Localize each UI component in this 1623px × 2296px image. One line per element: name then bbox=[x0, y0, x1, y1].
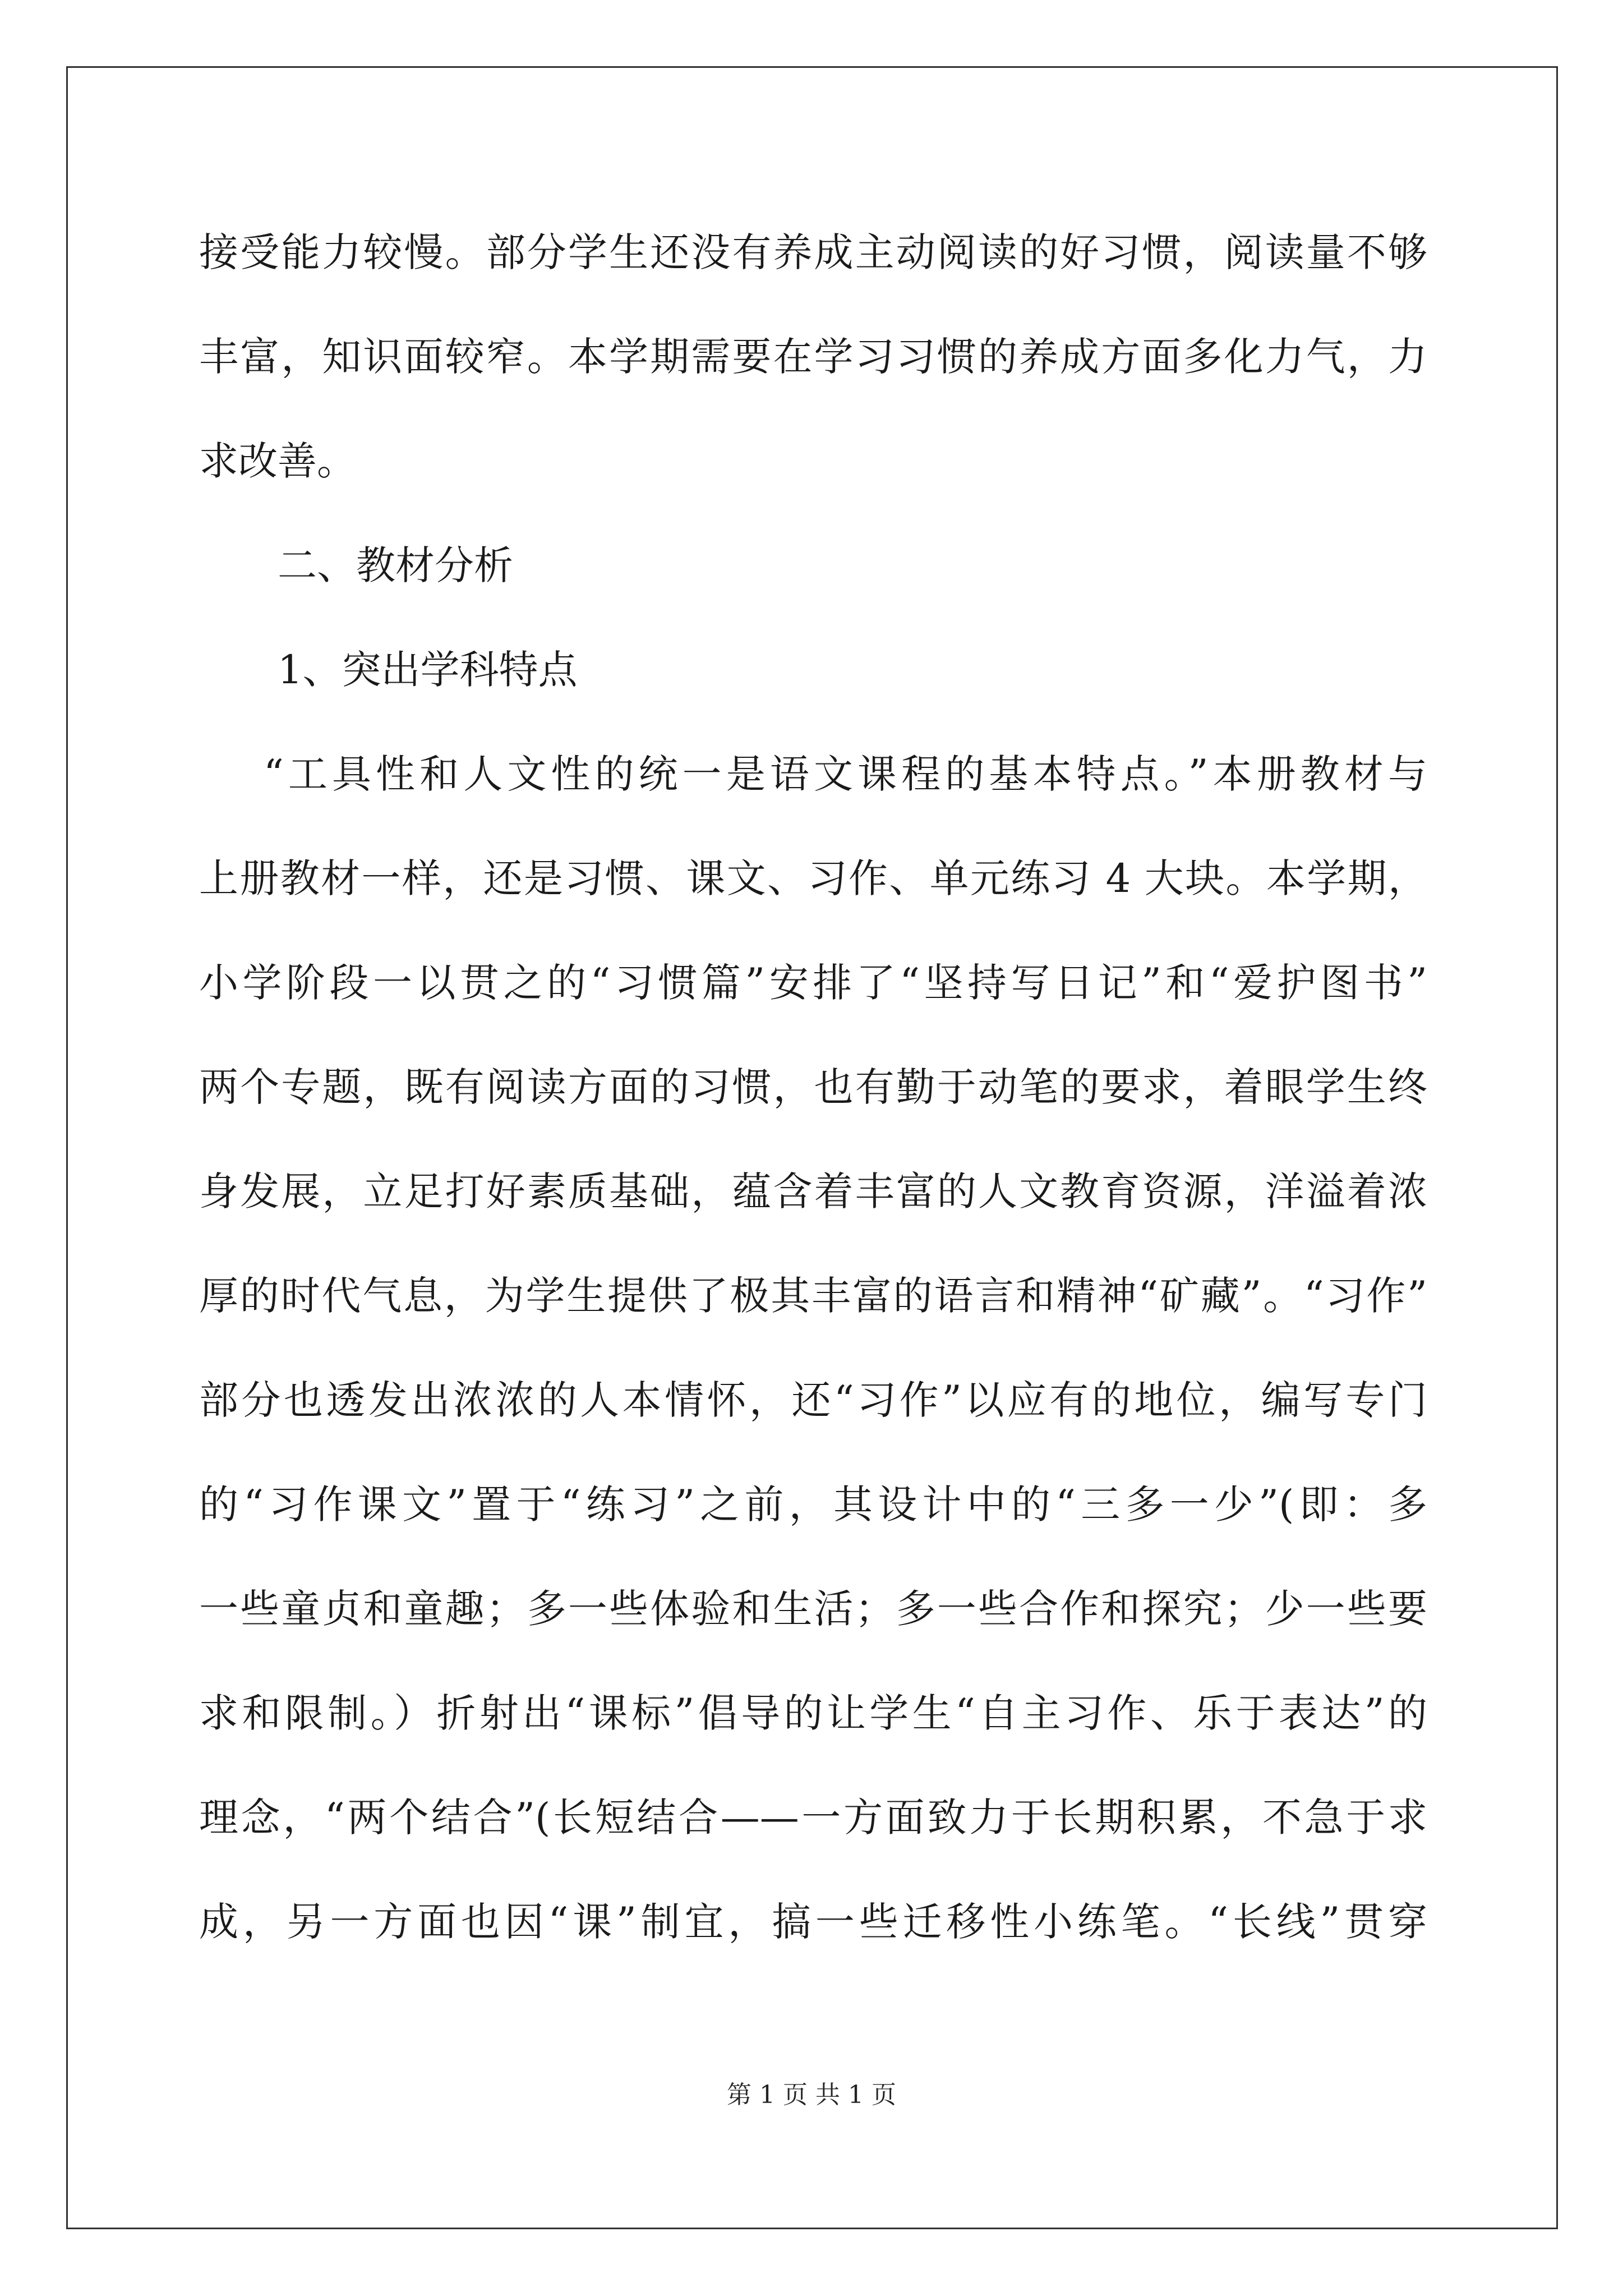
subsection-heading: 1、突出学科特点 bbox=[278, 647, 578, 693]
page-footer: 第 1 页 共 1 页 bbox=[727, 2081, 896, 2109]
paragraph-line: 的“习作课文”置于“练习”之前，其设计中的“三多一少”(即：多 bbox=[199, 1481, 1427, 1527]
paragraph-line: 上册教材一样，还是习惯、课文、习作、单元练习 4 大块。本学期， bbox=[199, 855, 1427, 901]
paragraph-line: 一些童贞和童趣；多一些体验和生活；多一些合作和探究；少一些要 bbox=[199, 1586, 1427, 1632]
paragraph-line: 求改善。 bbox=[199, 438, 356, 484]
paragraph-line: 丰富，知识面较窄。本学期需要在学习习惯的养成方面多化力气，力 bbox=[199, 334, 1427, 380]
paragraph-line: 两个专题，既有阅读方面的习惯，也有勤于动笔的要求，着眼学生终 bbox=[199, 1064, 1427, 1110]
paragraph-line: 小学阶段一以贯之的“习惯篇”安排了“坚持写日记”和“爱护图书” bbox=[199, 960, 1427, 1006]
paragraph-line: 身发展，立足打好素质基础，蕴含着丰富的人文教育资源，洋溢着浓 bbox=[199, 1168, 1427, 1214]
paragraph-line: 理念，“两个结合”(长短结合——一方面致力于长期积累，不急于求 bbox=[199, 1795, 1427, 1841]
paragraph-line: 厚的时代气息，为学生提供了极其丰富的语言和精神“矿藏”。“习作” bbox=[199, 1273, 1427, 1319]
paragraph-line: 求和限制。）折射出“课标”倡导的让学生“自主习作、乐于表达”的 bbox=[199, 1690, 1427, 1736]
section-heading: 二、教材分析 bbox=[278, 542, 513, 588]
paragraph-line: 部分也透发出浓浓的人本情怀，还“习作”以应有的地位，编写专门 bbox=[199, 1377, 1427, 1423]
paragraph-line: “工具性和人文性的统一是语文课程的基本特点。”本册教材与 bbox=[264, 751, 1427, 797]
document-body bbox=[199, 216, 1427, 1990]
paragraph-line: 成，另一方面也因“课”制宜，搞一些迁移性小练笔。“长线”贯穿 bbox=[199, 1899, 1427, 1945]
paragraph-line: 接受能力较慢。部分学生还没有养成主动阅读的好习惯，阅读量不够 bbox=[199, 229, 1427, 275]
